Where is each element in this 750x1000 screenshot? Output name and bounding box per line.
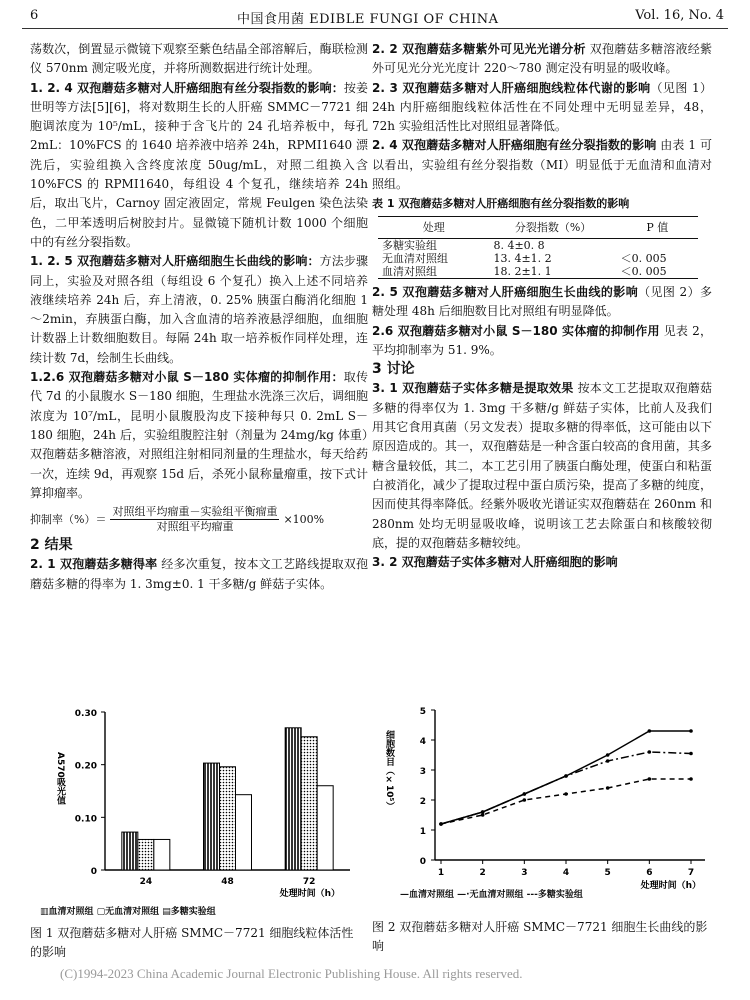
data-point: [648, 777, 652, 781]
table-cell: 血清对照组: [378, 265, 489, 279]
x-tick-label: 5: [604, 868, 611, 878]
figure-1-legend: ▥血清对照组 ▢无血清对照组 ▤多糖实验组: [40, 907, 216, 917]
x-tick-label: 48: [221, 877, 234, 887]
series-line: [441, 752, 691, 824]
y-tick-label: 3: [419, 767, 426, 777]
bar-chart: [30, 700, 360, 900]
x-tick-label: 24: [139, 877, 153, 887]
x-tick-label: 3: [521, 868, 528, 878]
series-line: [441, 779, 691, 824]
y-tick-label: 0: [419, 857, 426, 867]
table-cell: 18. 2±1. 1: [489, 265, 616, 279]
line-chart: [375, 700, 720, 900]
y-tick-label: 0: [90, 867, 97, 877]
data-point: [564, 774, 568, 778]
x-tick-label: 4: [562, 868, 570, 878]
table-cell: ＜0. 005: [617, 265, 698, 279]
journal-title: 中国食用菌 EDIBLE FUNGI OF CHINA: [237, 12, 499, 27]
table-header: 处理: [378, 216, 489, 238]
paragraph: 荡数次，倒置显示微镜下观察至紫色结晶全部溶解后，酶联检测仪 570nm 测定吸光度，并将所测数据进行统计处理。: [30, 42, 368, 76]
paragraph: 3. 2 双孢蘑菇子实体多糖对人肝癌细胞的影响: [372, 555, 618, 570]
y-axis-label: A570吸光值: [55, 752, 65, 805]
y-tick-label: 0.20: [74, 761, 97, 772]
table-cell: 13. 4±1. 2: [493, 251, 552, 265]
section-heading: 2 结果: [30, 537, 73, 554]
paragraph: 1.2.6 双孢蘑菇多糖对小鼠 S－180 实体瘤的抑制作用：取传代 7d 的小鼠腹水 S－180 细胞，生理盐水洗涤三次后，调细胞浓度为 10⁷/mL，昆明小鼠腹股沟皮下接种每只 0. 2mL S－180 细胞，24h 后，实验组腹腔注射（剂量为 24mg/kg 体重）双孢蘑菇多糖溶液，对照组注射相同剂量的生理盐水，每天给药一次，连续 9d，再观察 15d 后，杀死小鼠称量瘤重，按下式计算抑瘤率。: [30, 370, 368, 500]
x-tick-label: 2: [479, 868, 486, 878]
formula: 抑制率（%）＝ $\frac{\text{对照组平均瘤重－实验组平衡瘤重}}{\text{对照组平均瘤重}}$ ×100%: [30, 505, 325, 534]
y-tick-label: 1: [419, 827, 426, 837]
paragraph: 1. 2. 5 双孢蘑菇多糖对人肝癌细胞生长曲线的影响：方法步骤同上，实验及对照各组（每组设 6 个复孔）换入上述不同培养液继续培养 24h 后，弃上清液，0. 25% 胰蛋白酶消化细胞 1～2min，弃胰蛋白酶，加入含血清的培养液悬浮细胞，血细胞计数器上计数细胞数目。每隔 24h 取一培养板作同样处理，连续计数 7d，绘制生长曲线。: [30, 254, 368, 365]
y-axis-label: 细胞数目（×10⁵）: [384, 730, 394, 811]
bar: [122, 832, 138, 870]
table-caption: 表 1 双孢蘑菇多糖对人肝癌细胞有丝分裂指数的影响: [372, 197, 630, 211]
x-tick-label: 1: [437, 868, 445, 878]
paragraph: 2. 1 双孢蘑菇多糖得率 经多次重复，按本文工艺路线提取双孢蘑菇多糖的得率为 1. 3mg±0. 1 干多糖/g 鲜菇子实体。: [30, 557, 368, 591]
volume-info: Vol. 16, No. 4: [635, 8, 724, 23]
table-1: [378, 216, 698, 279]
table-cell: 8. 4±0. 8: [493, 238, 545, 252]
figure-2: [375, 700, 720, 900]
data-point: [648, 750, 652, 754]
paragraph: 2. 4 双孢蘑菇多糖对人肝癌细胞有丝分裂指数的影响 由表 1 可以看出，实验组有丝分裂指数（MI）明显低于无血清和血清对照组。: [372, 138, 712, 192]
y-tick-label: 0.30: [74, 709, 97, 719]
data-point: [689, 729, 693, 733]
data-point: [606, 759, 610, 763]
table-cell: 多糖实验组: [382, 238, 437, 252]
data-point: [689, 752, 693, 756]
bar: [138, 839, 154, 870]
table-header: 分裂指数（%）: [489, 216, 616, 238]
x-tick-label: 7: [687, 868, 695, 878]
y-tick-label: 0.10: [74, 814, 97, 825]
section-heading: 3 讨论: [372, 361, 415, 378]
copyright-footer: (C)1994-2023 China Academic Journal Electronic Publishing House. All rights reserved.: [60, 966, 523, 981]
table-header: P 值: [617, 216, 698, 238]
x-tick-label: 6: [646, 868, 653, 878]
paragraph: 3. 1 双孢蘑菇子实体多糖是提取效果 按本文工艺提取双孢蘑菇多糖的得率仅为 1. 3mg 干多糖/g 鲜菇子实体，比前人及我们用其它食用真菌（另文发表）提取多糖的得率低，这可能由以下原因造成的。其一，双孢蘑菇是一种含蛋白较高的食用菌，其多糖含量较低，其二，本工艺引用了胰蛋白酶处理，使蛋白和粘蛋白被消化，减少了提取过程中蛋白质污染，提高了多糖的纯度，因而使其得率降低。经紫外吸收光谱证实双孢蘑菇在 260nm 和 280nm 处均无明显吸收峰，说明该工艺去除蛋白和核酸较彻底，提的双孢蘑菇多糖较纯。: [372, 381, 712, 550]
right-column: [372, 40, 712, 572]
page-header: [22, 6, 728, 29]
table-cell: [617, 238, 698, 252]
y-tick-label: 5: [419, 707, 426, 717]
paragraph: 2.6 双孢蘑菇多糖对小鼠 S－180 实体瘤的抑制作用 见表 2，平均抑制率为 51. 9%。: [372, 323, 712, 357]
paragraph: 2. 5 双孢蘑菇多糖对人肝癌细胞生长曲线的影响（见图 2）多糖处理 48h 后细胞数目比对照组有明显降低。: [372, 284, 713, 319]
figure-2-caption: 图 2 双孢蘑菇多糖对人肝癌 SMMC－7721 细胞生长曲线的影响: [372, 920, 708, 953]
data-point: [689, 777, 693, 781]
y-tick-label: 2: [419, 797, 426, 807]
bar: [301, 737, 317, 870]
figure-1-caption: 图 1 双孢蘑菇多糖对人肝癌 SMMC－7721 细胞线粒体活性的影响: [30, 926, 354, 959]
x-tick-label: 72: [302, 877, 316, 887]
data-point: [648, 729, 652, 733]
paragraph: 1. 2. 4 双孢蘑菇多糖对人肝癌细胞有丝分裂指数的影响：按姜世明等方法[5][6]，将对数期生长的人肝癌 SMMC－7721 细胞调浓度为 10⁵/mL，接种于含飞片的 24 孔培养板中，每孔 2mL：10%FCS 的 1640 培养液中培养 24h，RPMI1640 漂洗后，实验组换入含终度浓度 50ug/mL，对照二组换入含 10%FCS 的 RPMI1640，每组设 4 个复孔，继续培养 24h 后，取出飞片，Carnoy 固定液固定，常规 Feulgen 染色法染色，二甲苯透明后树胶封片。显微镜下随机计数 1000 个细胞中的有丝分裂指数。: [30, 80, 368, 249]
bar: [154, 839, 170, 870]
bar: [236, 795, 252, 870]
page-number: 6: [30, 8, 39, 23]
table-cell: ＜0. 005: [620, 251, 667, 265]
y-tick-label: 4: [419, 737, 426, 747]
table-row: [378, 238, 698, 252]
data-point: [606, 786, 610, 790]
left-column: [30, 40, 368, 594]
table-cell: 无血清对照组: [382, 251, 448, 265]
bar: [317, 786, 333, 870]
figure-1: [30, 700, 360, 900]
data-point: [523, 792, 527, 796]
figure-2-legend: —血清对照组 —·无血清对照组 ---多糖实验组: [400, 890, 583, 900]
table-row: [378, 265, 698, 279]
data-point: [439, 822, 443, 826]
data-point: [606, 753, 610, 757]
bar: [285, 728, 301, 870]
data-point: [481, 813, 485, 817]
paragraph: 2. 3 双孢蘑菇多糖对人肝癌细胞线粒体代谢的影响（见图 1）24h 内肝癌细胞线粒体活性在不同处理中无明显差异，48，72h 实验组活性比对照组显著降低。: [372, 80, 712, 134]
data-point: [564, 792, 568, 796]
x-axis-label: 处理时间（h）: [640, 881, 701, 891]
table-row: [378, 252, 698, 265]
data-point: [523, 798, 527, 802]
paragraph: 2. 2 双孢蘑菇多糖紫外可见光光谱分析 双孢蘑菇多糖溶液经紫外可见光分光光度计 220～780 测定没有明显的吸收峰。: [372, 42, 712, 76]
bar: [220, 767, 236, 870]
x-axis-label: 处理时间（h）: [279, 889, 340, 899]
bar: [204, 763, 220, 870]
